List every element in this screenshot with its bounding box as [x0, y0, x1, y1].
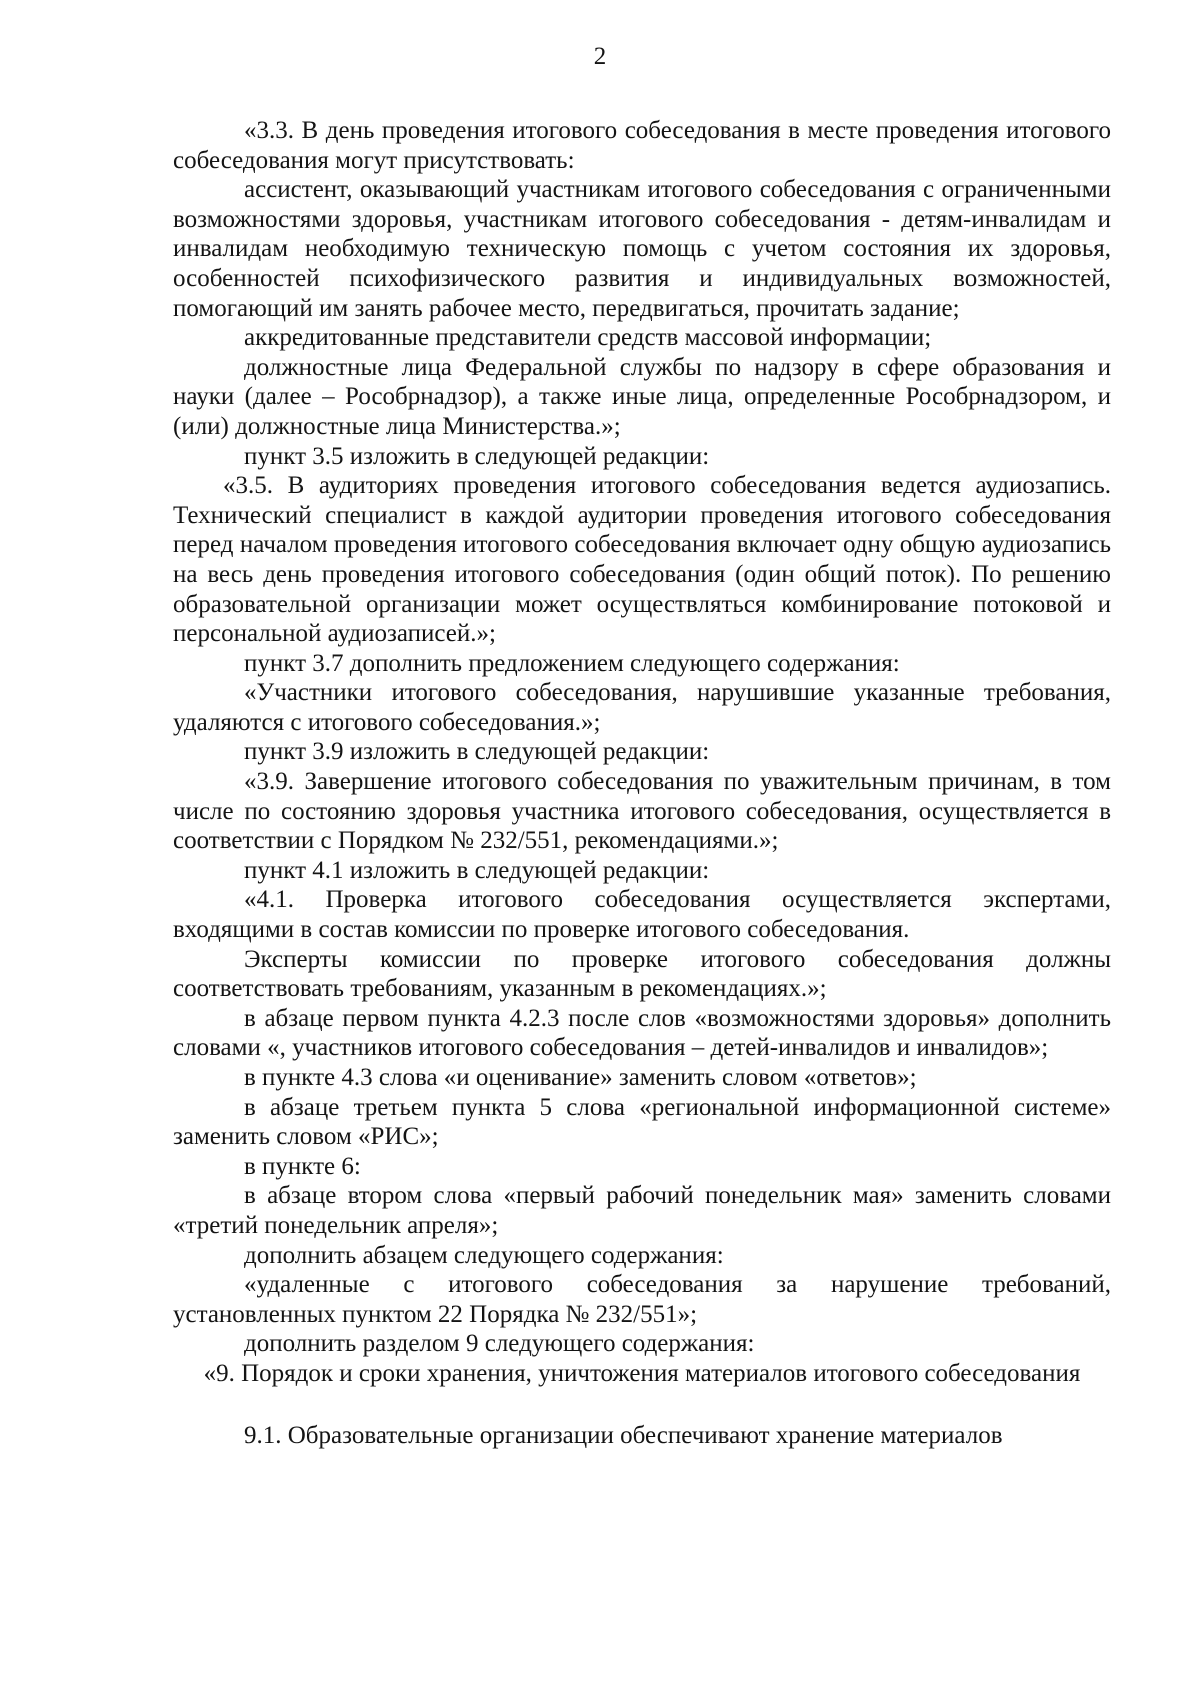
- paragraph-4-1: «4.1. Проверка итогового собеседования осуществляется экспертами, входящими в состав комиссии по проверке итогового собеседования.: [173, 886, 1111, 944]
- paragraph-add-section-9: дополнить разделом 9 следующего содержания:: [244, 1330, 755, 1358]
- paragraph-point-4-1: пункт 4.1 изложить в следующей редакции:: [244, 856, 710, 884]
- paragraph-second-abzac: в абзаце втором слова «первый рабочий понедельник мая» заменить словами «третий понедельник апреля»;: [173, 1182, 1111, 1239]
- paragraph-media: аккредитованные представители средств массовой информации;: [244, 324, 932, 352]
- paragraph-4-3: в пункте 4.3 слова «и оценивание» заменить словом «ответов»;: [244, 1064, 917, 1091]
- paragraph-assistant: ассистент, оказывающий участникам итогового собеседования с ограниченными возможностями здоровья, участникам итогового собеседования - детям-инвалидам и инвалидам необходимую техническую помощь с учетом состояния их здоровья, особенностей психофизического развития и индивидуальных возможностей, помогающий им занять рабочее место, передвигаться, прочитать задание;: [173, 176, 1111, 322]
- page-number: 2: [593, 43, 607, 70]
- paragraph-point-6: в пункте 6:: [244, 1152, 361, 1180]
- paragraph-add-abzac: дополнить абзацем следующего содержания:: [244, 1241, 724, 1269]
- paragraph-participants: «Участники итогового собеседования, нарушившие указанные требования, удаляются с итогового собеседования.»;: [173, 679, 1111, 736]
- paragraph-3-5: «3.5. В аудиториях проведения итогового собеседования ведется аудиозапись. Технический специалист в каждой аудитории проведения итогового собеседования перед началом проведения итогового собеседования включает одну общую аудиозапись на весь день проведения итогового собеседования (один общий поток). По решению образовательной организации может осуществляться комбинирование потоковой и персональной аудиозаписей.»;: [173, 472, 1111, 648]
- paragraph-experts: Эксперты комиссии по проверке итогового собеседования должны соответствовать требованиям, указанным в рекомендациях.»;: [173, 945, 1111, 1003]
- paragraph-3-9: «3.9. Завершение итогового собеседования по уважительным причинам, в том числе по состоянию здоровья участника итогового собеседования, осуществляется в соответствии с Порядком № 232/551, рекомендациями.»;: [173, 768, 1111, 855]
- paragraph-point-3-5: пункт 3.5 изложить в следующей редакции:: [244, 442, 710, 470]
- paragraph-4-2-3: в абзаце первом пункта 4.2.3 после слов «возможностями здоровья» дополнить словами «, участников итогового собеседования – детей-инвалидов и инвалидов»;: [173, 1004, 1111, 1062]
- paragraph-3-3: «3.3. В день проведения итогового собеседования в месте проведения итогового собеседования могут присутствовать:: [173, 117, 1111, 174]
- spacer: [173, 1389, 1111, 1421]
- paragraph-9-1: 9.1. Образовательные организации обеспечивают хранение материалов: [244, 1421, 1003, 1449]
- paragraph-point-3-9: пункт 3.9 изложить в следующей редакции:: [244, 738, 710, 766]
- section-heading: «9. Порядок и сроки хранения, уничтожения материалов итогового собеседования: [203, 1359, 1081, 1387]
- paragraph-officials: должностные лица Федеральной службы по надзору в сфере образования и науки (далее – Рособрнадзор), а также иные лица, определенные Рособрнадзором, и (или) должностные лица Министерства.»;: [173, 353, 1111, 440]
- paragraph-point-5: в абзаце третьем пункта 5 слова «региональной информационной системе» заменить словом «РИС»;: [173, 1093, 1111, 1151]
- paragraph-removed: «удаленные с итогового собеседования за нарушение требований, установленных пунктом 22 Порядка № 232/551»;: [173, 1271, 1111, 1328]
- document-body: [173, 116, 1111, 1450]
- paragraph-point-3-7: пункт 3.7 дополнить предложением следующего содержания:: [244, 649, 900, 677]
